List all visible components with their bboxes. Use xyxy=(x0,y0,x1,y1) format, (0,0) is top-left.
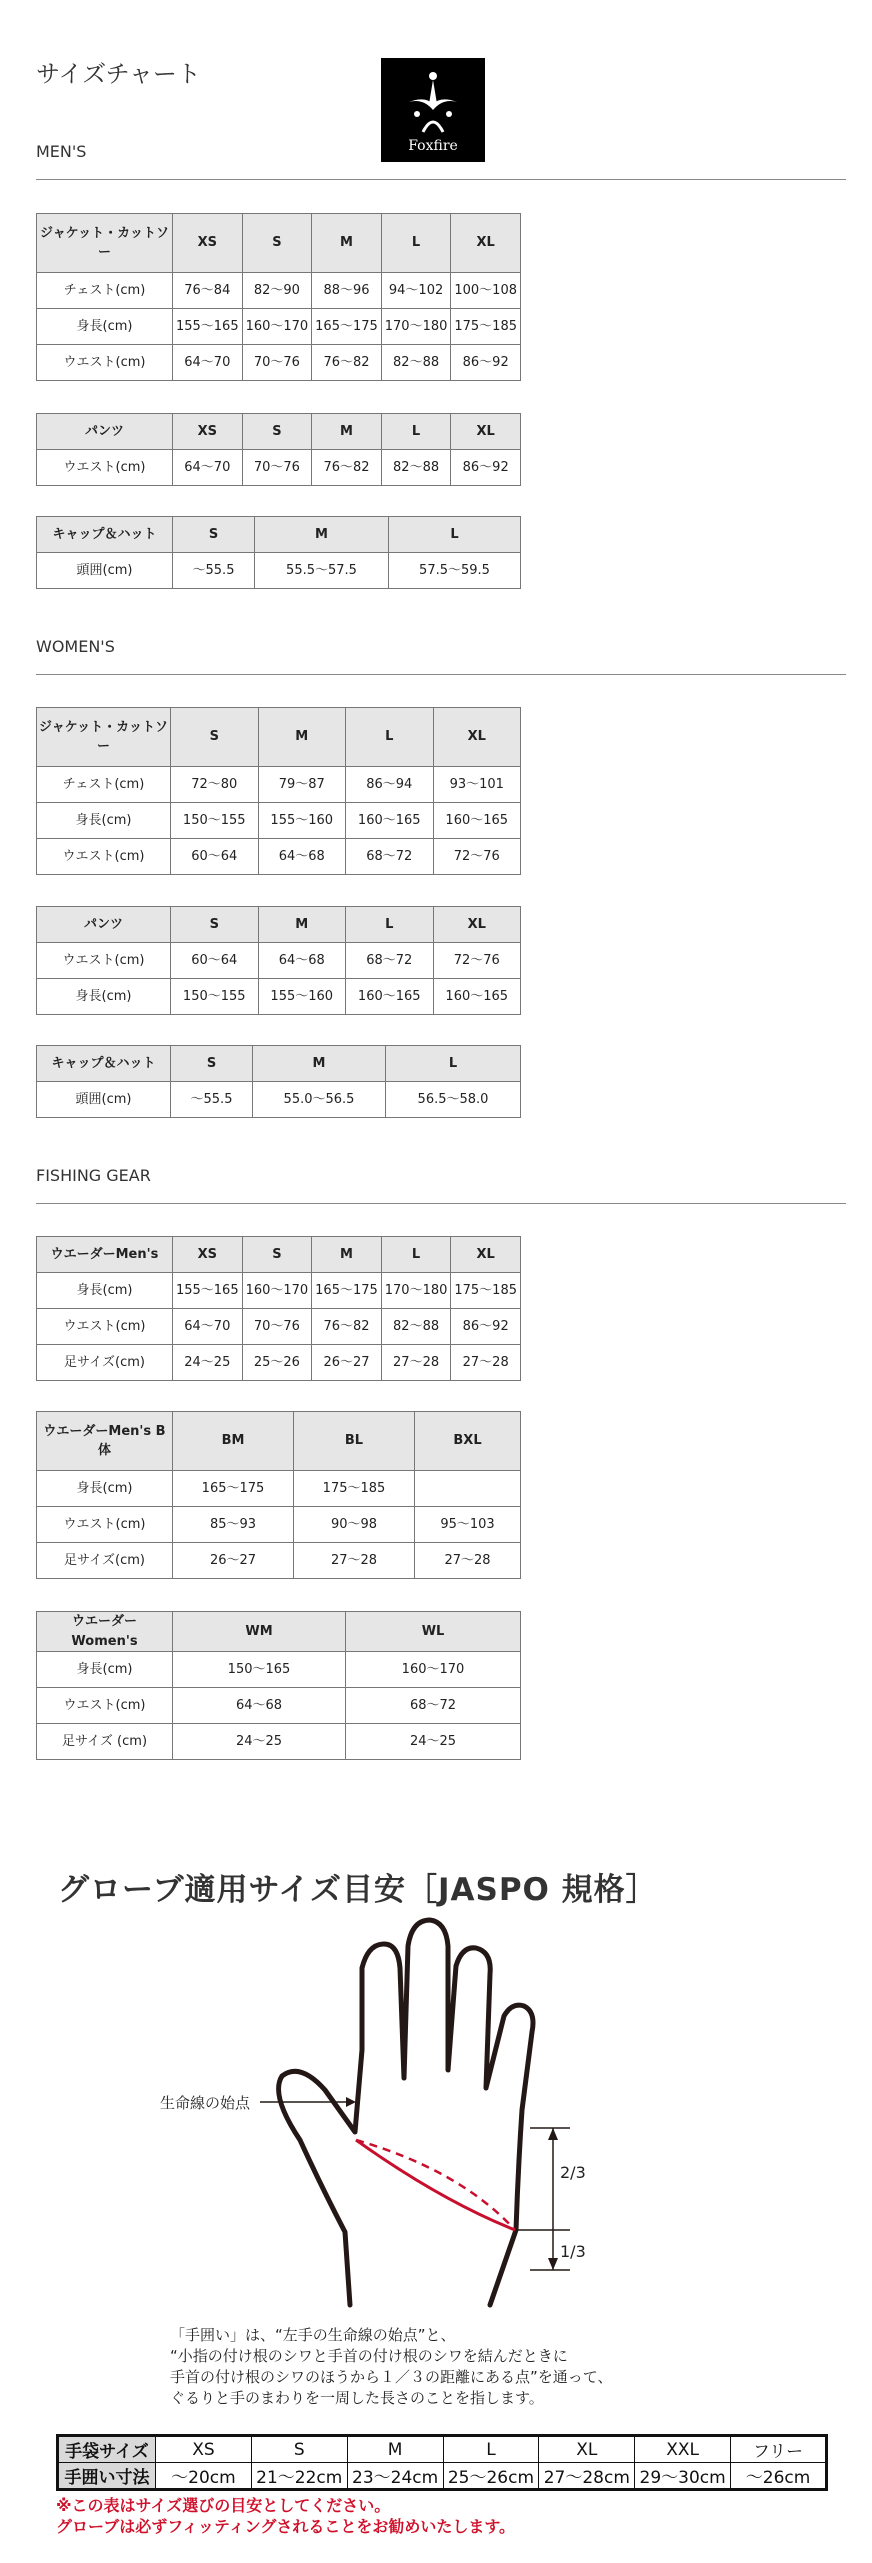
mens-jacket-table xyxy=(36,213,521,381)
table-header-cell: S xyxy=(242,414,312,450)
table-cell: ウエスト(cm) xyxy=(37,1688,173,1724)
table-header-cell: L xyxy=(381,214,451,273)
table-row xyxy=(37,1273,521,1309)
measure-line-front xyxy=(356,2140,515,2230)
table-cell: 足サイズ(cm) xyxy=(37,1345,173,1381)
table-header-cell: WL xyxy=(346,1612,521,1652)
table-cell: 26〜27 xyxy=(312,1345,382,1381)
table-cell: 160〜170 xyxy=(242,1273,312,1309)
table-cell: 23〜24cm xyxy=(347,2463,443,2490)
table-cell: 82〜88 xyxy=(381,345,451,381)
table-cell: 68〜72 xyxy=(346,943,434,979)
table-header-row xyxy=(37,907,521,943)
table-cell: 頭囲(cm) xyxy=(37,553,173,589)
table-cell: 身長(cm) xyxy=(37,1471,173,1507)
table-header-cell: L xyxy=(381,414,451,450)
table-header-cell: L xyxy=(381,1237,451,1273)
table-cell: 160〜165 xyxy=(433,979,521,1015)
table-cell: 160〜165 xyxy=(346,979,434,1015)
table-header-cell: M xyxy=(253,1046,386,1082)
table-header-cell: XS xyxy=(156,2436,252,2463)
mens-pants-table xyxy=(36,413,521,486)
table-cell: 27〜28 xyxy=(415,1543,521,1579)
table-cell: ウエスト(cm) xyxy=(37,345,173,381)
table-cell: 29〜30cm xyxy=(635,2463,731,2490)
table-cell: 70〜76 xyxy=(242,450,312,486)
table-header-cell: S xyxy=(171,907,259,943)
table-cell: 82〜88 xyxy=(381,1309,451,1345)
table-cell: 150〜155 xyxy=(171,979,259,1015)
table-header-cell: XXL xyxy=(635,2436,731,2463)
table-cell: 160〜170 xyxy=(242,309,312,345)
table-cell: 76〜82 xyxy=(312,450,382,486)
table-cell: 150〜155 xyxy=(171,803,259,839)
table-cell: 150〜165 xyxy=(173,1652,346,1688)
table-header-cell: XS xyxy=(173,414,243,450)
table-cell: 手囲い寸法 xyxy=(58,2463,156,2490)
table-cell: 26〜27 xyxy=(173,1543,294,1579)
table-row xyxy=(37,1082,521,1118)
foxfire-emblem-icon xyxy=(405,68,461,134)
table-cell: 155〜165 xyxy=(173,1273,243,1309)
one-third-label: 1/3 xyxy=(560,2242,586,2261)
table-cell: 24〜25 xyxy=(346,1724,521,1760)
table-header-cell: M xyxy=(258,708,346,767)
table-cell: 〜55.5 xyxy=(171,1082,253,1118)
table-cell: 身長(cm) xyxy=(37,1273,173,1309)
page-title: サイズチャート xyxy=(36,60,201,88)
table-cell: 57.5〜59.5 xyxy=(389,553,521,589)
glove-size-table xyxy=(56,2434,828,2491)
wader-mens-table xyxy=(36,1236,521,1381)
table-header-cell: L xyxy=(346,907,434,943)
table-cell: 64〜70 xyxy=(173,1309,243,1345)
table-cell: 155〜160 xyxy=(258,803,346,839)
table-header-cell: ジャケット・カットソー xyxy=(37,708,171,767)
table-cell: チェスト(cm) xyxy=(37,767,171,803)
measure-line-back xyxy=(356,2140,515,2230)
table-cell: 160〜165 xyxy=(346,803,434,839)
table-cell: 身長(cm) xyxy=(37,979,171,1015)
table-cell: 24〜25 xyxy=(173,1345,243,1381)
table-header-cell: XS xyxy=(173,1237,243,1273)
table-cell: 25〜26 xyxy=(242,1345,312,1381)
table-cell: 79〜87 xyxy=(258,767,346,803)
table-cell: 〜20cm xyxy=(156,2463,252,2490)
table-row xyxy=(37,309,521,345)
table-header-row xyxy=(37,1046,521,1082)
table-row xyxy=(37,1309,521,1345)
table-cell: 70〜76 xyxy=(242,1309,312,1345)
table-cell: 64〜68 xyxy=(258,943,346,979)
table-header-cell: XS xyxy=(173,214,243,273)
table-header-cell: XL xyxy=(451,414,521,450)
table-cell: 93〜101 xyxy=(433,767,521,803)
table-row xyxy=(37,345,521,381)
table-header-cell: XL xyxy=(539,2436,635,2463)
table-header-row xyxy=(58,2436,827,2463)
table-row xyxy=(37,767,521,803)
table-cell: 64〜68 xyxy=(173,1688,346,1724)
womens-pants-table xyxy=(36,906,521,1015)
table-header-cell: M xyxy=(312,414,382,450)
table-row xyxy=(58,2463,827,2490)
table-row xyxy=(37,803,521,839)
table-row xyxy=(37,450,521,486)
glove-description xyxy=(170,2325,612,2409)
table-cell: 82〜88 xyxy=(381,450,451,486)
table-cell: 72〜76 xyxy=(433,839,521,875)
table-cell: 175〜185 xyxy=(451,309,521,345)
table-cell: 86〜92 xyxy=(451,1309,521,1345)
table-cell xyxy=(415,1471,521,1507)
table-cell: ウエスト(cm) xyxy=(37,1309,173,1345)
table-cell: 165〜175 xyxy=(312,1273,382,1309)
table-header-cell: キャップ＆ハット xyxy=(37,517,173,553)
table-row xyxy=(37,1724,521,1760)
table-header-row xyxy=(37,708,521,767)
table-cell: 95〜103 xyxy=(415,1507,521,1543)
table-header-cell: パンツ xyxy=(37,907,171,943)
wader-mens-b-table xyxy=(36,1411,521,1579)
table-cell: 100〜108 xyxy=(451,273,521,309)
table-cell: 55.0〜56.5 xyxy=(253,1082,386,1118)
table-header-cell: L xyxy=(386,1046,521,1082)
table-cell: 〜55.5 xyxy=(173,553,255,589)
table-cell: 165〜175 xyxy=(312,309,382,345)
glove-title: グローブ適用サイズ目安［JASPO 規格］ xyxy=(58,1872,658,1908)
table-row xyxy=(37,1652,521,1688)
table-cell: 身長(cm) xyxy=(37,1652,173,1688)
table-header-cell: ウエーダーWomen's xyxy=(37,1612,173,1652)
glove-description-line: 手首の付け根のシワのほうから１／３の距離にある点”を通って、 xyxy=(170,2368,613,2386)
mens-cap-table xyxy=(36,516,521,589)
table-row xyxy=(37,1688,521,1724)
table-cell: 68〜72 xyxy=(346,839,434,875)
table-cell: 165〜175 xyxy=(173,1471,294,1507)
table-cell: 76〜82 xyxy=(312,345,382,381)
table-header-cell: BL xyxy=(294,1412,415,1471)
table-header-cell: パンツ xyxy=(37,414,173,450)
table-cell: チェスト(cm) xyxy=(37,273,173,309)
pointer-arrow-icon xyxy=(346,2097,356,2107)
table-cell: 60〜64 xyxy=(171,839,259,875)
table-header-row xyxy=(37,1412,521,1471)
table-cell: 76〜82 xyxy=(312,1309,382,1345)
table-header-cell: L xyxy=(389,517,521,553)
table-header-cell: BXL xyxy=(415,1412,521,1471)
glove-diagram xyxy=(0,1905,872,2315)
table-row xyxy=(37,1507,521,1543)
table-cell: 76〜84 xyxy=(173,273,243,309)
table-header-cell: XL xyxy=(433,708,521,767)
table-cell: 175〜185 xyxy=(451,1273,521,1309)
table-header-cell: ジャケット・カットソー xyxy=(37,214,173,273)
table-cell: 足サイズ (cm) xyxy=(37,1724,173,1760)
table-cell: 72〜76 xyxy=(433,943,521,979)
table-header-cell: BM xyxy=(173,1412,294,1471)
section-womens: WOMEN'S xyxy=(36,637,846,675)
table-header-cell: ウエーダーMen's B体 xyxy=(37,1412,173,1471)
table-row xyxy=(37,1471,521,1507)
table-header-cell: S xyxy=(251,2436,347,2463)
table-cell: ウエスト(cm) xyxy=(37,839,171,875)
table-row xyxy=(37,943,521,979)
table-header-cell: WM xyxy=(173,1612,346,1652)
table-cell: 85〜93 xyxy=(173,1507,294,1543)
glove-note-2: グローブは必ずフィッティングされることをお勧めいたします。 xyxy=(56,2517,516,2536)
womens-cap-table xyxy=(36,1045,521,1118)
glove-description-line: ぐるりと手のまわりを一周した長さのことを指します。 xyxy=(170,2389,544,2407)
table-cell: 170〜180 xyxy=(381,309,451,345)
table-cell: 86〜94 xyxy=(346,767,434,803)
hand-outline-icon xyxy=(279,1920,533,2305)
table-cell: 94〜102 xyxy=(381,273,451,309)
table-header-cell: M xyxy=(347,2436,443,2463)
table-row xyxy=(37,273,521,309)
table-cell: 25〜26cm xyxy=(443,2463,539,2490)
table-cell: 27〜28 xyxy=(294,1543,415,1579)
glove-description-line: “小指の付け根のシワと手首の付け根のシワを結んだときに xyxy=(170,2347,568,2365)
logo-wordmark: Foxfire xyxy=(408,138,458,154)
table-cell: 88〜96 xyxy=(312,273,382,309)
table-row xyxy=(37,839,521,875)
dimension-arrow-down-icon xyxy=(548,2258,558,2270)
table-header-cell: 手袋サイズ xyxy=(58,2436,156,2463)
dimension-arrow-up-icon xyxy=(548,2128,558,2140)
table-cell: 55.5〜57.5 xyxy=(255,553,389,589)
table-header-cell: フリー xyxy=(731,2436,827,2463)
table-header-cell: S xyxy=(171,1046,253,1082)
table-cell: 56.5〜58.0 xyxy=(386,1082,521,1118)
table-cell: 身長(cm) xyxy=(37,309,173,345)
table-header-cell: S xyxy=(173,517,255,553)
table-cell: 〜26cm xyxy=(731,2463,827,2490)
table-header-cell: M xyxy=(258,907,346,943)
table-cell: 170〜180 xyxy=(381,1273,451,1309)
table-cell: 160〜165 xyxy=(433,803,521,839)
table-header-cell: ウエーダーMen's xyxy=(37,1237,173,1273)
table-header-row xyxy=(37,414,521,450)
table-row xyxy=(37,1543,521,1579)
table-header-cell: S xyxy=(171,708,259,767)
table-header-cell: S xyxy=(242,214,312,273)
table-row xyxy=(37,1345,521,1381)
table-cell: 21〜22cm xyxy=(251,2463,347,2490)
table-row xyxy=(37,553,521,589)
table-cell: 70〜76 xyxy=(242,345,312,381)
table-cell: 155〜160 xyxy=(258,979,346,1015)
table-cell: 27〜28 xyxy=(451,1345,521,1381)
table-header-cell: M xyxy=(312,214,382,273)
table-cell: 86〜92 xyxy=(451,450,521,486)
two-thirds-label: 2/3 xyxy=(560,2163,586,2182)
table-cell: 24〜25 xyxy=(173,1724,346,1760)
table-cell: 身長(cm) xyxy=(37,803,171,839)
table-header-row xyxy=(37,1612,521,1652)
table-cell: 27〜28 xyxy=(381,1345,451,1381)
table-header-cell: L xyxy=(443,2436,539,2463)
table-cell: 90〜98 xyxy=(294,1507,415,1543)
table-header-cell: M xyxy=(312,1237,382,1273)
womens-jacket-table xyxy=(36,707,521,875)
table-cell: 86〜92 xyxy=(451,345,521,381)
table-header-cell: XL xyxy=(451,214,521,273)
table-header-cell: XL xyxy=(433,907,521,943)
section-mens: MEN'S xyxy=(36,142,846,180)
table-cell: 27〜28cm xyxy=(539,2463,635,2490)
section-fishing-gear: FISHING GEAR xyxy=(36,1166,846,1204)
table-header-cell: L xyxy=(346,708,434,767)
table-cell: 155〜165 xyxy=(173,309,243,345)
table-cell: 68〜72 xyxy=(346,1688,521,1724)
table-cell: 64〜68 xyxy=(258,839,346,875)
table-cell: 頭囲(cm) xyxy=(37,1082,171,1118)
table-cell: 64〜70 xyxy=(173,450,243,486)
table-cell: ウエスト(cm) xyxy=(37,943,171,979)
table-cell: 175〜185 xyxy=(294,1471,415,1507)
table-header-cell: XL xyxy=(451,1237,521,1273)
wader-womens-table xyxy=(36,1611,521,1760)
table-cell: 72〜80 xyxy=(171,767,259,803)
glove-note-1: ※この表はサイズ選びの目安としてください。 xyxy=(56,2496,391,2515)
table-header-cell: M xyxy=(255,517,389,553)
glove-description-line: 「手囲い」は、“左手の生命線の始点”と、 xyxy=(170,2326,456,2344)
table-header-cell: キャップ＆ハット xyxy=(37,1046,171,1082)
table-cell: 160〜170 xyxy=(346,1652,521,1688)
table-header-row xyxy=(37,1237,521,1273)
table-cell: 82〜90 xyxy=(242,273,312,309)
table-header-cell: S xyxy=(242,1237,312,1273)
life-line-start-label: 生命線の始点 xyxy=(160,2094,251,2112)
table-cell: 足サイズ(cm) xyxy=(37,1543,173,1579)
table-row xyxy=(37,979,521,1015)
table-header-row xyxy=(37,517,521,553)
table-cell: ウエスト(cm) xyxy=(37,450,173,486)
table-cell: ウエスト(cm) xyxy=(37,1507,173,1543)
table-header-row xyxy=(37,214,521,273)
table-cell: 60〜64 xyxy=(171,943,259,979)
table-cell: 64〜70 xyxy=(173,345,243,381)
